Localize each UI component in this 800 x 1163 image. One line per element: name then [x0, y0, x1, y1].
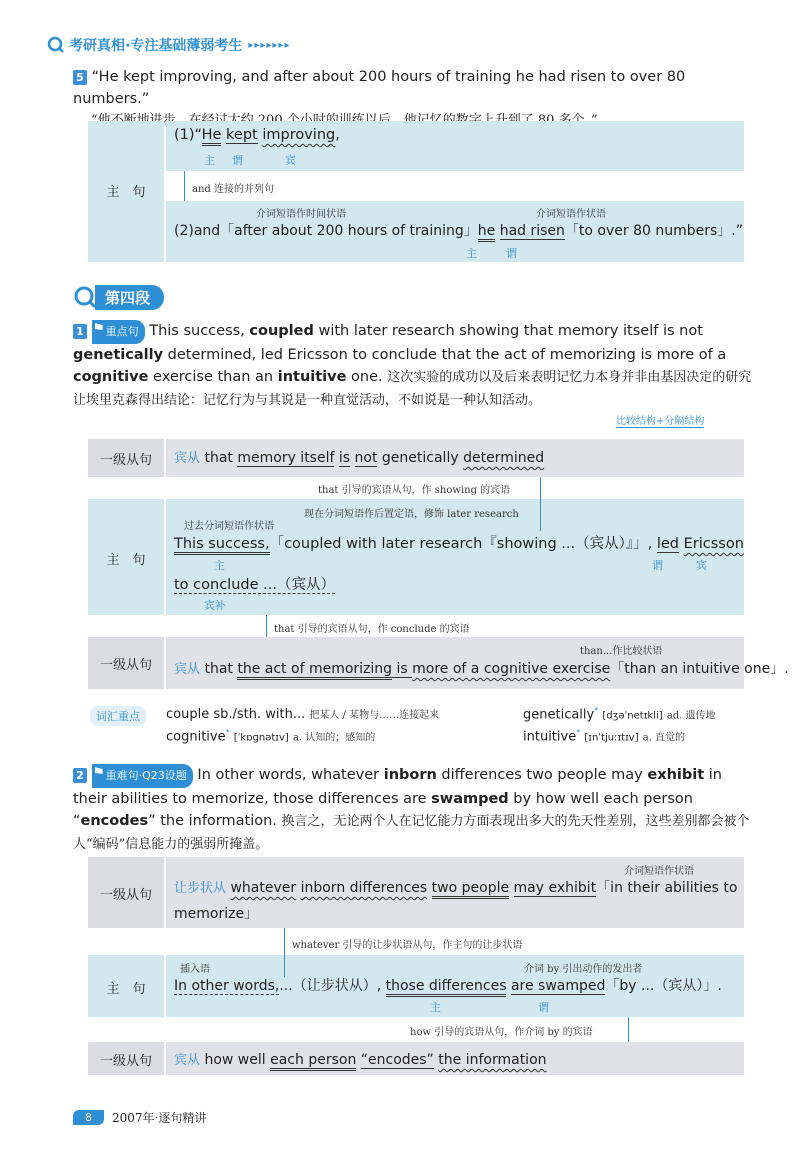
p2-sentence: 2 重难句·Q23设题 In other words, whatever inborn differences two people may exhibit in their abilities to memorize, those differences are swamped by how well each person “encodes” the information. 换言之，无论两个人在记忆能力方面表现出多大的先天性差别，这些差别都会被个人“编码”信息能力的强弱所掩盖。 [73, 764, 753, 856]
page-number: 8 [73, 1110, 104, 1125]
p1-sentence: 1 重点句 This success, coupled with later research showing that memory itself is not genetically determined, led Ericsson to conclude that the act of memorizing is more of a cognitive exercise than an intuitive one. 这次实验的成功以及后来表明记忆力本身并非由基因决定的研究让埃里克森得出结论：记忆行为与其说是一种直觉活动，不如说是一种认知活动。 [73, 320, 753, 412]
header-title: 考研真相·专注基础薄弱考生 [69, 38, 243, 54]
p1-row-2: 现在分词短语作后置定语，修饰 later research 过去分词短语作状语 This success,「coupled with later research『showing ...（宾从）』」, led Ericsson 主 谓 宾 to conclude ...（宾从） 宾补 [166, 499, 744, 615]
subject-he-2: he [478, 223, 496, 242]
predicate-had-risen: had risen [499, 223, 565, 239]
footer [73, 1109, 206, 1126]
vocab-block: 词汇重点 couple sb./sth. with... 把某人 / 某物与……连接起来 genetically* [dʒəˈnetɪkli] ad. 遗传地 cognitive* [ˈkɒɡnətɪv] a. 认知的；感知的 intuitive* [ɪnˈtjuːɪtɪv] a. 直觉的 [90, 706, 750, 750]
section-title: 第四段 [95, 285, 164, 310]
analysis-clause-2: 介词短语作时间状语 介词短语作状语 (2)and「after about 200 hours of training」he had risen「to over 80 numbers」.” 主 谓 [166, 201, 744, 262]
p2-row-1: 介词短语作状语 让步状从 whatever inborn differences two people may exhibit「in their abilities to memorize」 [166, 857, 744, 928]
p1-row-3: than...作比较状语 宾从 that the act of memorizing is more of a cognitive exercise「than an intuitive one」. [166, 637, 744, 689]
subject-he: He [202, 127, 222, 146]
p2-row-2: 插入语 介词 by 引出动作的发出者 In other words,...（让步状从）, those differences are swamped「by ...（宾从）」. 主 谓 [166, 955, 744, 1017]
section-header [73, 285, 164, 309]
analysis-clause-1: (1)“He kept improving, 主 谓 宾 [166, 121, 744, 171]
predicate-kept: kept [226, 127, 258, 143]
sentence-en: “He kept improving, and after about 200 hours of training he had risen to over 80 numbers.” [73, 69, 686, 107]
sentence-number: 5 [73, 70, 87, 85]
connector-row: and 连接的并列句 [166, 171, 744, 201]
object-improving: improving [262, 127, 336, 143]
vocab-tag: 词汇重点 [90, 706, 146, 726]
side-note: 比较结构+分隔结构 [616, 412, 704, 428]
role-object: 宾 [285, 154, 296, 167]
p2-zh: 换言之，无论两个人在记忆能力方面表现出多大的先天性差别，这些差别都会被个人“编码”信息能力的强弱所掩盖。 [73, 814, 750, 852]
footer-text: 2007年·逐句精讲 [112, 1111, 207, 1125]
p1-zh: 这次实验的成功以及后来表明记忆力本身并非由基因决定的研究让埃里克森得出结论：记忆行为与其说是一种直觉活动，不如说是一种认知活动。 [73, 370, 752, 408]
hard-sentence-tag: 重难句·Q23设题 [92, 764, 193, 788]
header [47, 34, 290, 56]
role-predicate: 谓 [232, 154, 243, 167]
search-icon [73, 285, 97, 309]
p2-row-3: 宾从 how well each person “encodes” the information [166, 1042, 744, 1075]
key-sentence-tag: 重点句 [92, 320, 145, 344]
p1-row-1: 宾从 that memory itself is not genetically determined [166, 439, 744, 477]
analysis-label: 主 句 [88, 121, 164, 262]
header-arrows: ▸▸▸▸▸▸▸ [248, 39, 291, 51]
role-subject: 主 [204, 154, 215, 167]
search-logo-icon [47, 36, 65, 54]
